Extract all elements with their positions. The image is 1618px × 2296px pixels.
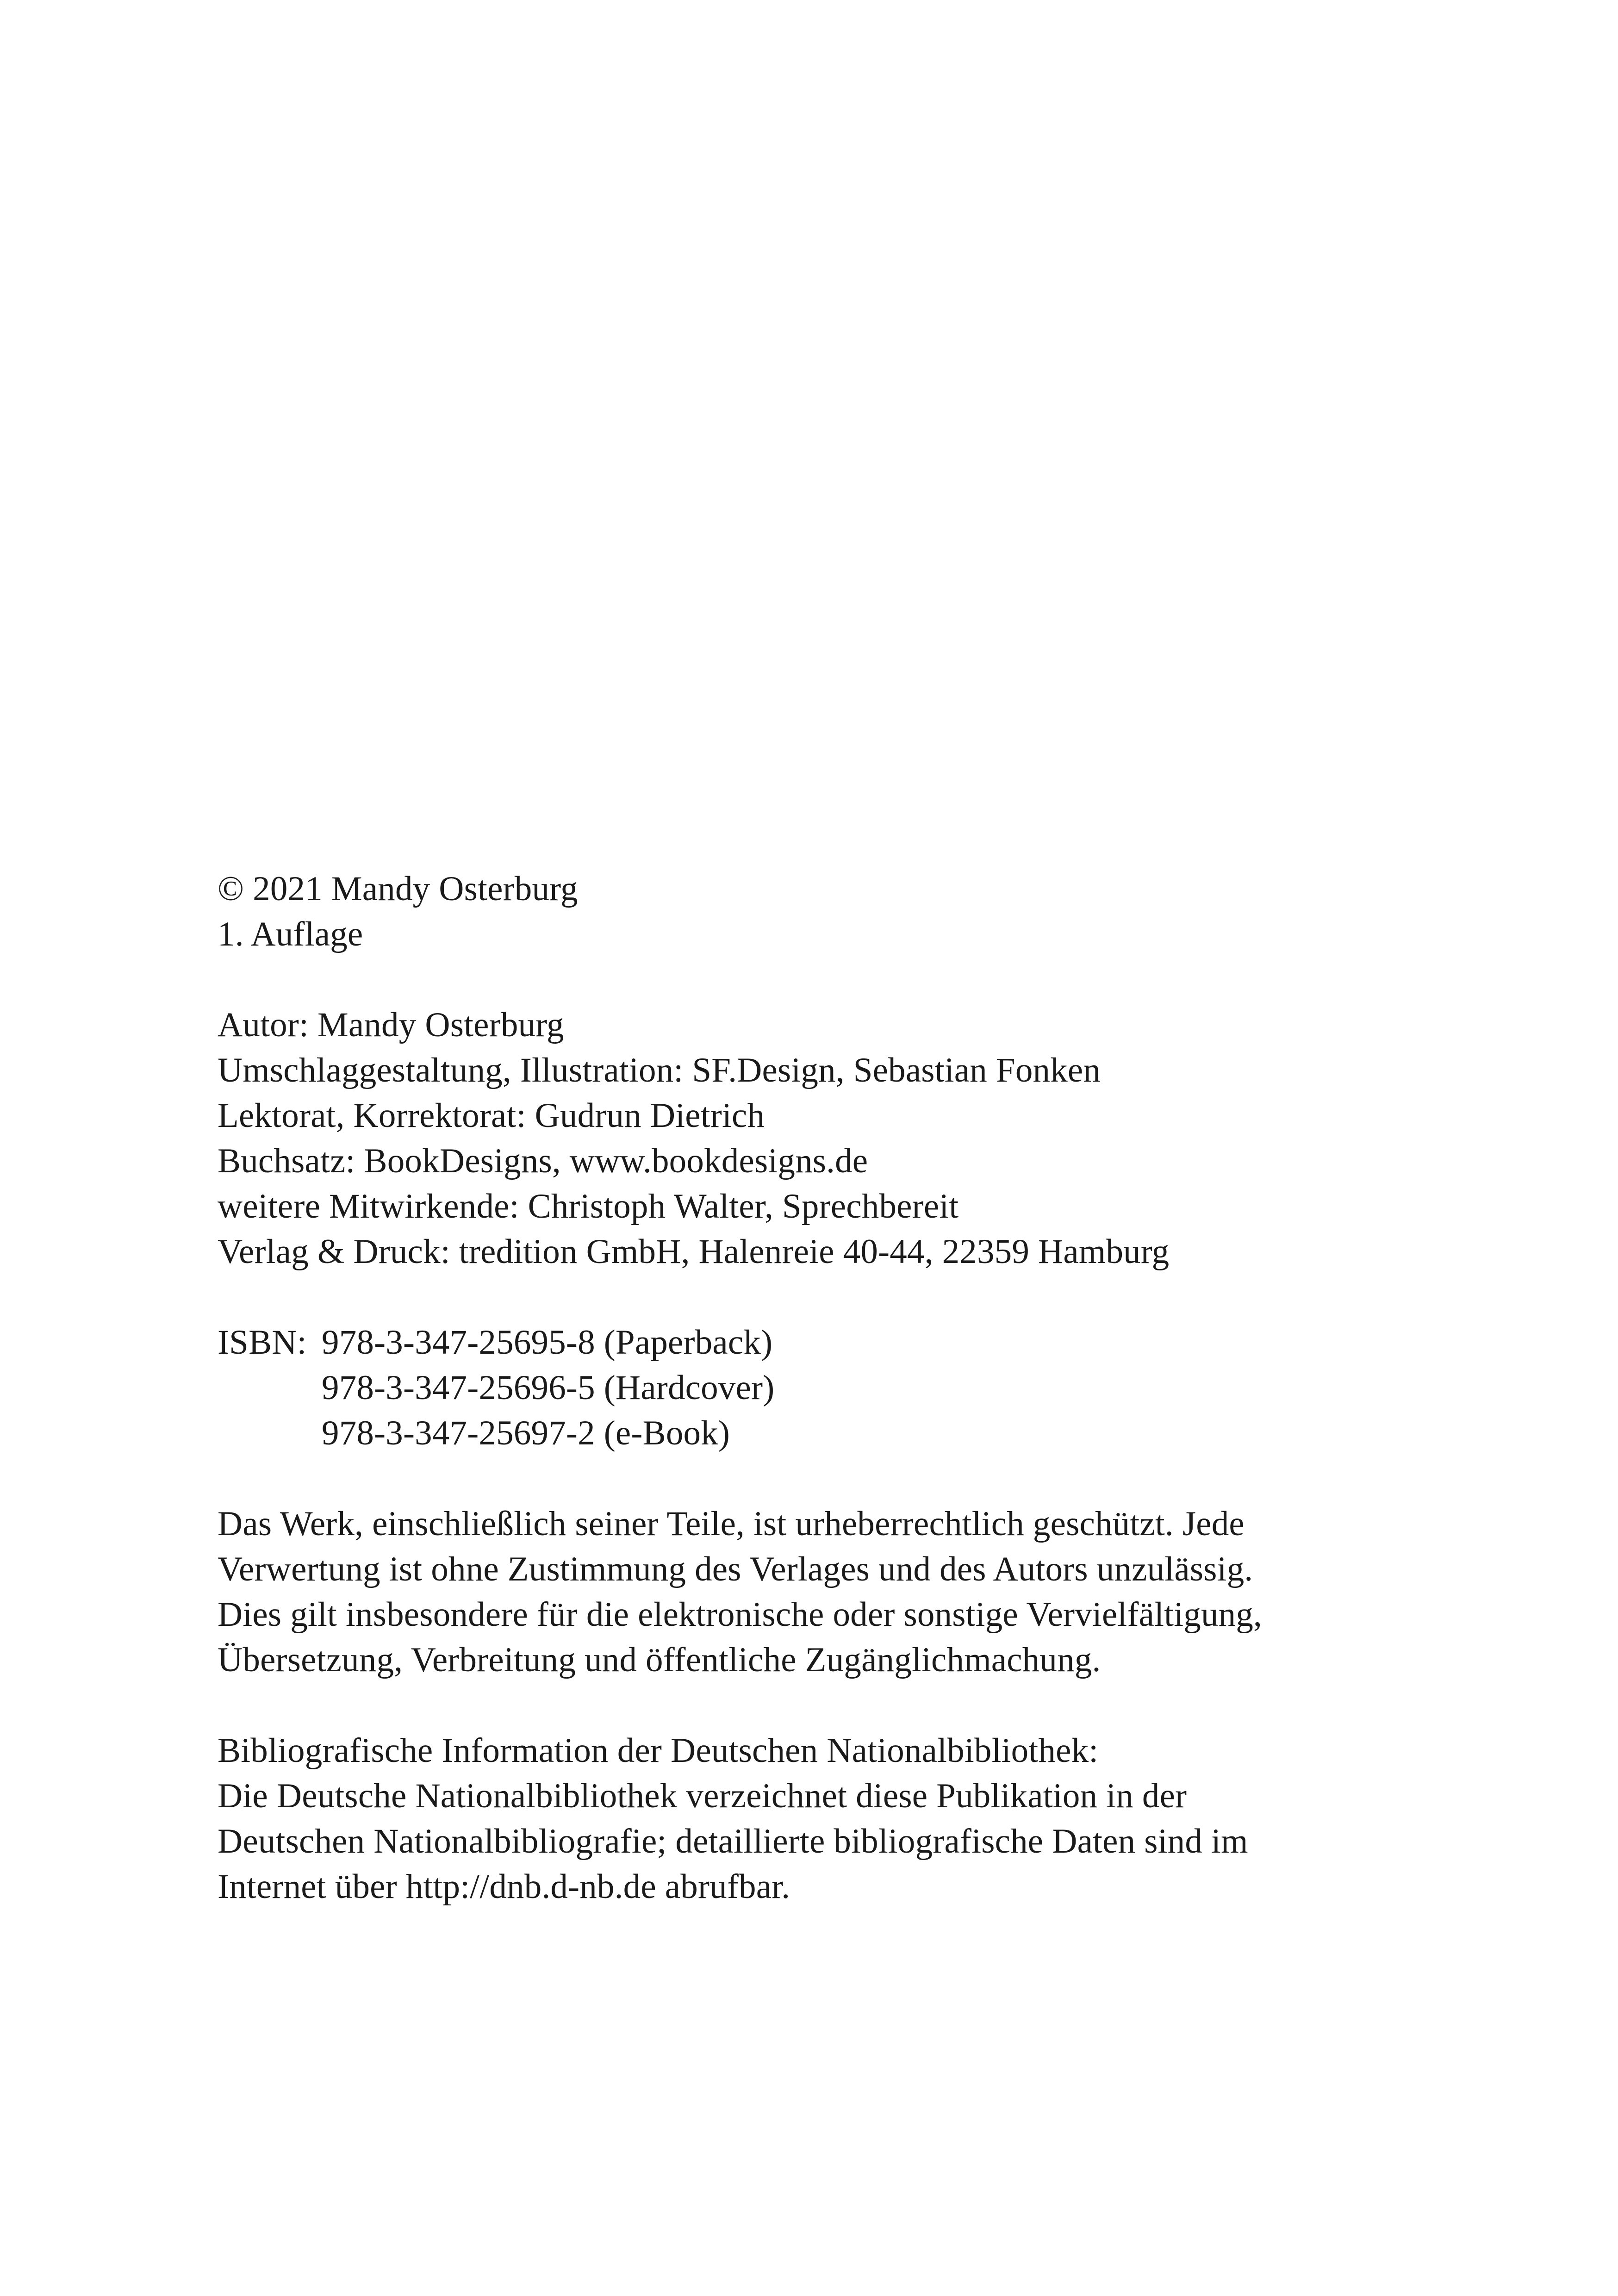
credit-contributors: weitere Mitwirkende: Christoph Walter, Sprechbereit bbox=[218, 1187, 959, 1226]
bibliography-line: Deutschen Nationalbibliografie; detaillierte bibliografische Daten sind im bbox=[218, 1822, 1248, 1860]
rights-line: Dies gilt insbesondere für die elektronische oder sonstige Vervielfältigung, bbox=[218, 1595, 1262, 1634]
bibliography-heading: Bibliografische Information der Deutschen Nationalbibliothek: bbox=[218, 1731, 1099, 1770]
spacer bbox=[218, 1683, 1467, 1728]
rights-line: Das Werk, einschließlich seiner Teile, ist urheberrechtlich geschützt. Jede bbox=[218, 1505, 1245, 1543]
credit-publisher: Verlag & Druck: tredition GmbH, Halenreie 40-44, 22359 Hamburg bbox=[218, 1232, 1170, 1271]
bibliography-line: Internet über http://dnb.d-nb.de abrufbar. bbox=[218, 1867, 790, 1906]
imprint-block bbox=[218, 866, 1467, 1910]
isbn-row-ebook bbox=[218, 1411, 1467, 1456]
edition-line: 1. Auflage bbox=[218, 915, 363, 953]
credit-cover-design: Umschlaggestaltung, Illustration: SF.Design, Sebastian Fonken bbox=[218, 1051, 1101, 1089]
spacer bbox=[218, 957, 1467, 1002]
isbn-paperback: 978-3-347-25695-8 (Paperback) bbox=[322, 1323, 773, 1362]
bibliography-line: Die Deutsche Nationalbibliothek verzeichnet diese Publikation in der bbox=[218, 1777, 1187, 1815]
credit-typesetting: Buchsatz: BookDesigns, www.bookdesigns.de bbox=[218, 1142, 868, 1180]
isbn-label: ISBN: bbox=[218, 1323, 307, 1362]
isbn-row-paperback bbox=[218, 1320, 1467, 1365]
isbn-indent bbox=[218, 1411, 322, 1456]
spacer bbox=[218, 1275, 1467, 1320]
rights-line: Übersetzung, Verbreitung und öffentliche Zugänglichmachung. bbox=[218, 1641, 1101, 1679]
isbn-indent bbox=[218, 1365, 322, 1411]
credit-author: Autor: Mandy Osterburg bbox=[218, 1006, 564, 1044]
isbn-row-hardcover bbox=[218, 1365, 1467, 1411]
credit-editing: Lektorat, Korrektorat: Gudrun Dietrich bbox=[218, 1096, 765, 1135]
spacer bbox=[218, 1456, 1467, 1501]
copyright-line: © 2021 Mandy Osterburg bbox=[218, 870, 578, 908]
isbn-ebook: 978-3-347-25697-2 (e-Book) bbox=[322, 1414, 730, 1452]
rights-line: Verwertung ist ohne Zustimmung des Verlages und des Autors unzulässig. bbox=[218, 1550, 1253, 1588]
isbn-hardcover: 978-3-347-25696-5 (Hardcover) bbox=[322, 1369, 775, 1407]
